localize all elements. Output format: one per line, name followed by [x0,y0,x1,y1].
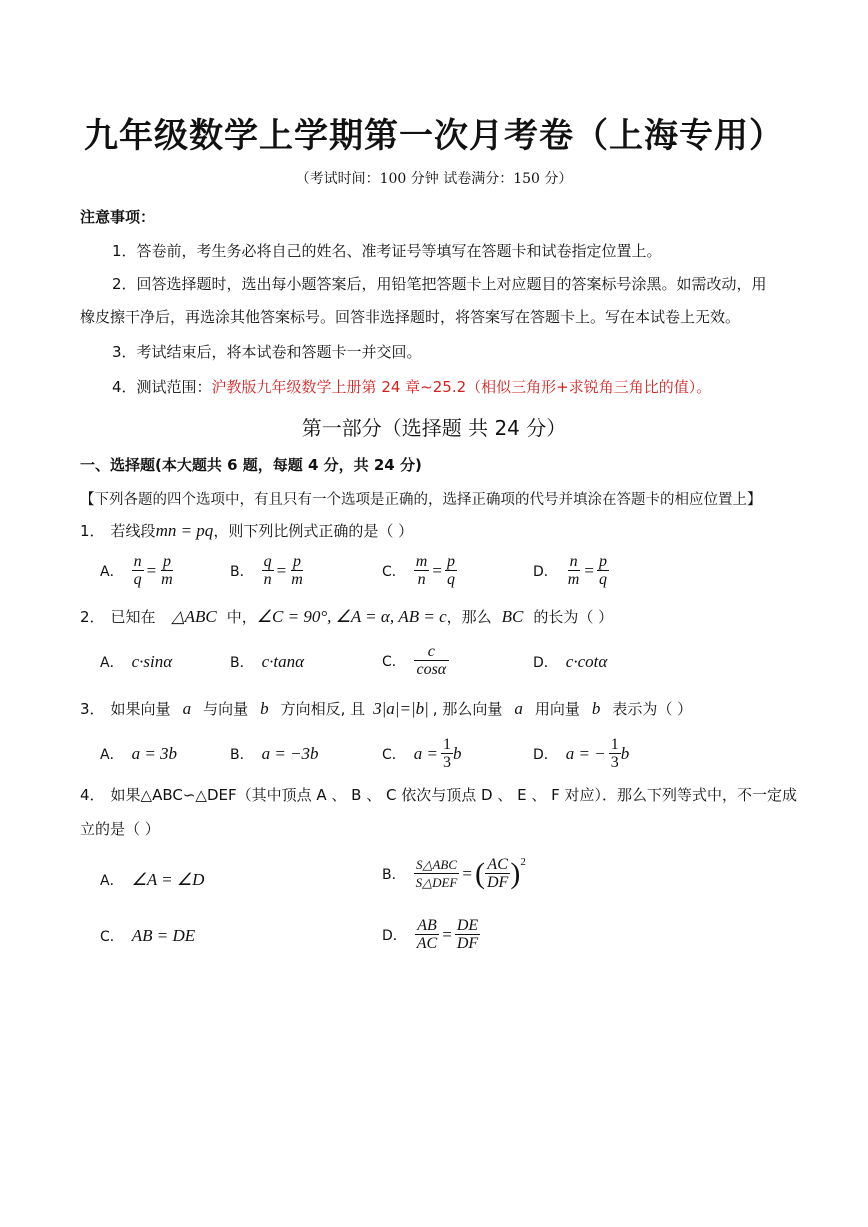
option-d[interactable]: D． $\frac{AB}{AC}$ = $\frac{DE}{DF}$ [382,917,479,952]
question-1 [80,520,413,541]
option-c[interactable]: C． $\frac{c}{\cos\alpha}$ [382,643,449,678]
notice-item: 3．考试结束后，将本试卷和答题卡一并交回。 [112,343,422,361]
option-b[interactable]: B． a = −3b [230,744,319,763]
option-b[interactable]: B． c·tanα [230,652,305,671]
math-expression: ∠C = 90°, ∠A = α, AB = c [256,606,447,626]
option-a[interactable]: A． $\frac{n}{q}$ = $\frac{p}{m}$ [100,553,173,588]
range-text: 沪教版九年级数学上册第 24 章~25.2（相似三角形+求锐角三角比的值）。 [211,378,712,396]
vector-a: a [182,698,192,718]
question-number: 3． [80,700,105,718]
question-number: 4． [80,786,105,804]
option-a[interactable]: A． c·sinα [100,652,173,671]
range-label: 4．测试范围： [112,378,212,396]
option-a[interactable]: A． a = 3b [100,744,178,763]
notice-heading: 注意事项： [80,208,156,226]
vector-a: a [514,698,523,718]
math-expression: 3|a|=|b| [373,698,429,718]
notice-item: 橡皮擦干净后，再选涂其他答案标号。回答非选择题时，将答案写在答题卡上。写在本试卷上无效。 [80,308,741,326]
question-text: 与向量 [203,700,249,718]
question-text: , 那么向量 [432,700,503,718]
question-text: 方向相反, 且 [280,700,366,718]
question-4 [80,784,797,805]
question-text: 若线段 [110,522,156,540]
section-heading: 一、选择题(本大题共 6 题，每题 4 分，共 24 分) [80,456,422,474]
question-3 [80,698,692,719]
exam-info: （考试时间：100 分钟 试卷满分：150 分） [295,171,573,187]
question-2 [80,606,613,627]
option-c[interactable]: C． $\frac{m}{n}$ = $\frac{p}{q}$ [382,553,455,588]
question-text: 已知在 [110,608,156,626]
option-a[interactable]: A． ∠A = ∠D [100,870,205,889]
option-c[interactable]: C． AB = DE [100,926,196,945]
question-text: 立的是（ ） [80,820,160,838]
option-d[interactable]: D． $\frac{n}{m}$ = $\frac{p}{q}$ [533,553,607,588]
question-text: 如果向量 [110,700,171,718]
question-text: ，则下列比例式正确的是（ ） [213,522,414,540]
page-title: 九年级数学上学期第一次月考卷（上海专用） [84,116,784,156]
vector-b: b [591,698,601,718]
instruction: 【下列各题的四个选项中，有且只有一个选项是正确的，选择正确项的代号并填涂在答题卡的相应位置上】 [80,492,762,508]
notice-item-range [112,376,711,397]
math-expression: mn = pq [155,520,214,540]
vector-b: b [260,698,269,718]
question-text: 表示为（ ） [612,700,693,718]
option-b[interactable]: B． $\frac{q}{n}$ = $\frac{p}{m}$ [230,553,303,588]
notice-item: 2．回答选择题时，选出每小题答案后，用铅笔把答题卡上对应题目的答案标号涂黑。如需改动，用 [112,275,767,293]
notice-item: 1．答卷前，考生务必将自己的姓名、准考证号等填写在答题卡和试卷指定位置上。 [112,242,662,260]
math-expression: BC [501,606,524,626]
question-text: ，那么 [446,608,492,626]
question-text: 中， [226,608,257,626]
question-text: 如果△ABC∽△DEF（其中顶点 A 、 B 、 C 依次与顶点 D 、 E 、 F 对应）．那么下列等式中，不一定成 [110,786,798,804]
question-text: 的长为（ ） [533,608,614,626]
math-expression: △ABC [171,606,217,626]
option-c[interactable]: C． a = $\frac{1}{3}$ b [382,736,462,771]
part-title: 第一部分（选择题 共 24 分） [301,416,567,440]
question-number: 2． [80,608,105,626]
question-text: 用向量 [534,700,580,718]
question-number: 1． [80,522,105,540]
option-d[interactable]: D． c·cotα [533,652,608,671]
option-b[interactable]: B． $\frac{\text{S△ABC}}{\text{S△DEF}}$ = ( $\frac{AC}{DF}$ ) 2 [382,856,526,891]
option-d[interactable]: D． a = − $\frac{1}{3}$ b [533,736,630,771]
